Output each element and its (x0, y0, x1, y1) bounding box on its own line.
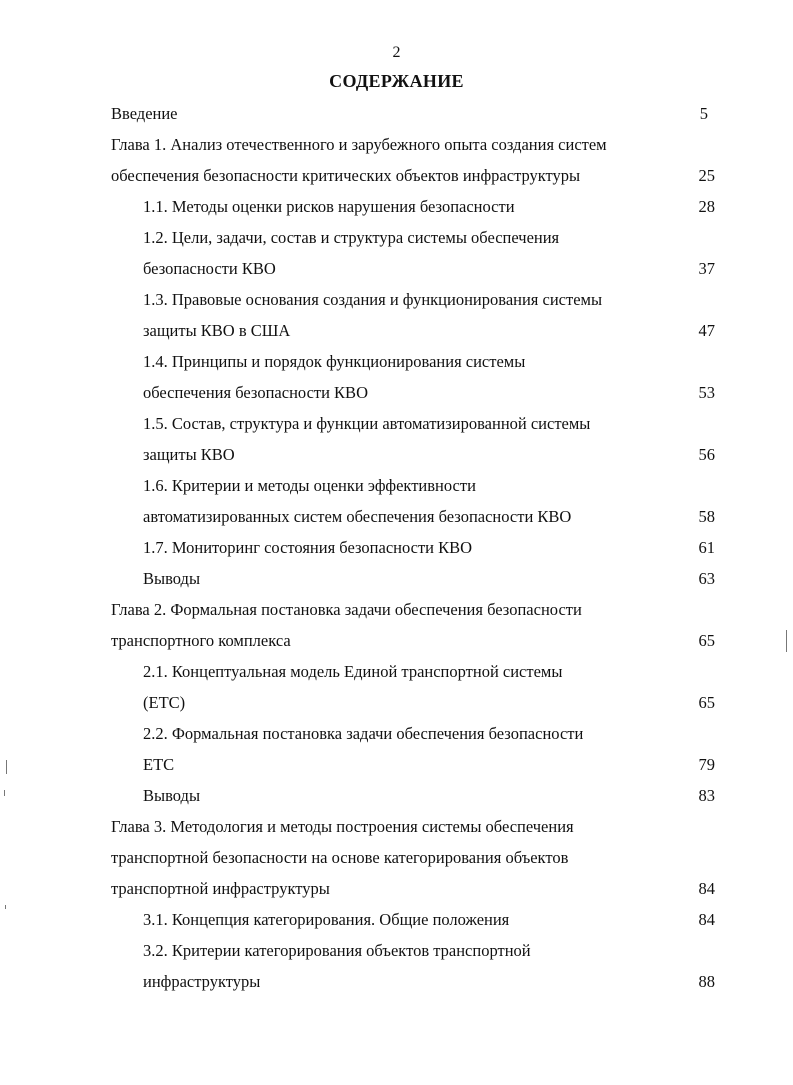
toc-entry-section-1-6-cont[interactable]: автоматизированных систем обеспечения безопасности КВО (143, 507, 572, 526)
toc-entry-section-3-1[interactable]: 3.1. Концепция категорирования. Общие положения (143, 910, 510, 929)
toc-entry-chapter-3[interactable]: Глава 3. Методология и методы построения системы обеспечения (111, 817, 574, 836)
toc-page-section-1-4: 53 (698, 383, 715, 402)
toc-entry-intro[interactable]: Введение (111, 104, 178, 123)
toc-entry-chapter-1[interactable]: Глава 1. Анализ отечественного и зарубежного опыта создания систем (111, 135, 607, 154)
toc-entry-section-1-2[interactable]: 1.2. Цели, задачи, состав и структура системы обеспечения (143, 228, 560, 247)
toc-page-section-1-5: 56 (698, 445, 715, 464)
toc-page-section-1-7: 61 (698, 538, 715, 557)
toc-entry-conclusions-1[interactable]: Выводы (143, 569, 201, 588)
toc-page-chapter-3: 84 (698, 879, 715, 898)
toc-entry-section-1-1[interactable]: 1.1. Методы оценки рисков нарушения безопасности (143, 197, 515, 216)
toc-entry-section-3-2-cont[interactable]: инфраструктуры (143, 972, 261, 991)
toc-entry-section-2-2-cont[interactable]: ЕТС (143, 755, 175, 774)
toc-page-section-3-2: 88 (698, 972, 715, 991)
toc-page-section-1-1: 28 (698, 197, 715, 216)
toc-page-section-2-2: 79 (698, 755, 715, 774)
toc-page-conclusions-2: 83 (698, 786, 715, 805)
toc-page-section-1-3: 47 (698, 321, 715, 340)
toc-entry-section-2-2[interactable]: 2.2. Формальная постановка задачи обеспечения безопасности (143, 724, 584, 743)
toc-entry-chapter-2-cont[interactable]: транспортного комплекса (111, 631, 291, 650)
toc-entry-chapter-3-cont[interactable]: транспортной безопасности на основе категорирования объектов (111, 848, 569, 867)
toc-entry-chapter-2[interactable]: Глава 2. Формальная постановка задачи обеспечения безопасности (111, 600, 582, 619)
toc-entry-section-1-5[interactable]: 1.5. Состав, структура и функции автоматизированной системы (143, 414, 591, 433)
toc-entry-section-1-3-cont[interactable]: защиты КВО в США (143, 321, 291, 340)
toc-page-section-1-6: 58 (698, 507, 715, 526)
toc-entry-section-1-7[interactable]: 1.7. Мониторинг состояния безопасности КВО (143, 538, 473, 557)
toc-entry-section-1-3[interactable]: 1.3. Правовые основания создания и функционирования системы (143, 290, 603, 309)
toc-entry-section-1-4[interactable]: 1.4. Принципы и порядок функционирования системы (143, 352, 526, 371)
toc-entry-section-1-5-cont[interactable]: защиты КВО (143, 445, 235, 464)
toc-entry-chapter-1-cont[interactable]: обеспечения безопасности критических объектов инфраструктуры (111, 166, 581, 185)
toc-entry-conclusions-2[interactable]: Выводы (143, 786, 201, 805)
toc-page-chapter-2: 65 (698, 631, 715, 650)
page-number: 2 (392, 44, 401, 61)
toc-page-intro: 5 (699, 104, 708, 123)
scan-artifact (4, 790, 5, 796)
toc-page-section-2-1: 65 (698, 693, 715, 712)
page-title: СОДЕРЖАНИЕ (329, 71, 464, 91)
scan-artifact (5, 905, 6, 909)
toc-page-conclusions-1: 63 (698, 569, 715, 588)
toc-entry-section-1-6[interactable]: 1.6. Критерии и методы оценки эффективности (143, 476, 476, 495)
toc-entry-section-2-1[interactable]: 2.1. Концептуальная модель Единой транспортной системы (143, 662, 563, 681)
toc-page-chapter-1: 25 (698, 166, 715, 185)
toc-page-section-1-2: 37 (698, 259, 715, 278)
toc-entry-chapter-3-cont-2[interactable]: транспортной инфраструктуры (111, 879, 330, 898)
scan-artifact (786, 630, 787, 652)
toc-entry-section-1-4-cont[interactable]: обеспечения безопасности КВО (143, 383, 368, 402)
scan-artifact (6, 760, 7, 774)
toc-entry-section-1-2-cont[interactable]: безопасности КВО (143, 259, 276, 278)
toc-page-section-3-1: 84 (698, 910, 715, 929)
toc-entry-section-2-1-cont[interactable]: (ЕТС) (143, 693, 186, 712)
toc-entry-section-3-2[interactable]: 3.2. Критерии категорирования объектов транспортной (143, 941, 531, 960)
